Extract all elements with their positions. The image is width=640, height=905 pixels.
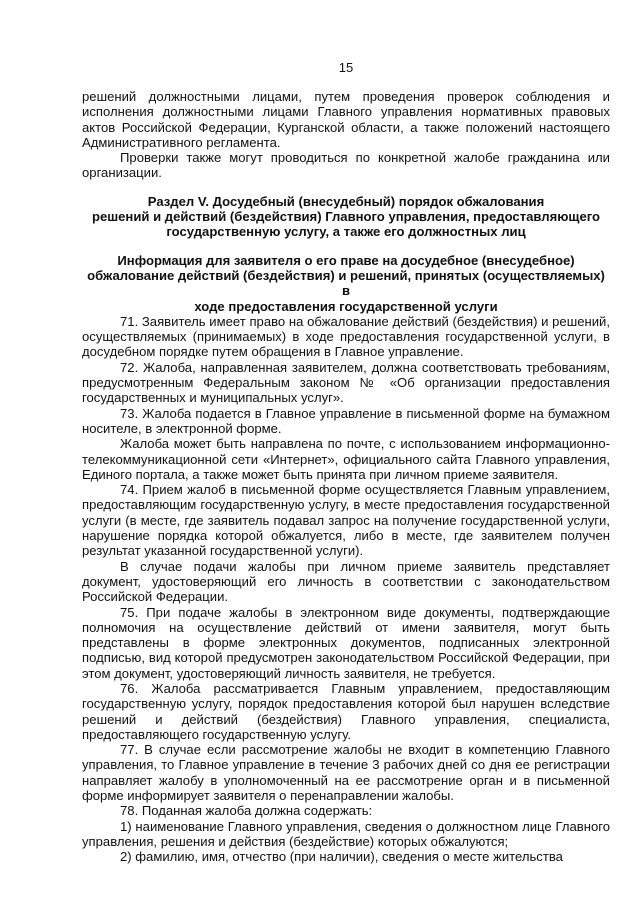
paragraph-75: 75. При подаче жалобы в электронном виде документы, подтверждающие полномочия на осуществление действий от имени заявителя, могут быть представлены в форме электронных документов, подписанных электронной подписью, вид которой предусмотрен законодательством Российской Федерации, при этом документ, удостоверяющий личность заявителя, не требуется. [82, 604, 610, 681]
section-title-line: государственную услугу, а также его должностных лиц [166, 224, 526, 240]
subsection-title-line: ходе предоставления государственной услуги [194, 298, 498, 314]
paragraph-73: 73. Жалоба подается в Главное управление в письменной форме на бумажном носителе, в электронной форме. [82, 405, 610, 436]
section-title-line: Раздел V. Досудебный (внесудебный) порядок обжалования [147, 193, 545, 209]
section-title-line: решений и действий (бездействия) Главного управления, предоставляющего [91, 209, 601, 225]
paragraph-inspections: Проверки также могут проводиться по конкретной жалобе гражданина или организации. [82, 150, 610, 181]
paragraph-72: 72. Жалоба, направленная заявителем, должна соответствовать требованиям, предусмотренным Федеральным законом № «Об организации предоставления государственных и муниципальных услуг». [82, 359, 610, 406]
paragraph-78-item-2: 2) фамилию, имя, отчество (при наличии), сведения о месте жительства [120, 849, 563, 865]
paragraph-78: 78. Поданная жалоба должна содержать: [120, 803, 373, 819]
paragraph-74-personal: В случае подачи жалобы при личном приеме заявитель представляет документ, удостоверяющий его личность в соответствии с законодательством Российской Федерации. [82, 558, 610, 605]
section-title [82, 194, 610, 240]
paragraph-77: 77. В случае если рассмотрение жалобы не входит в компетенцию Главного управления, то Главное управление в течение 3 рабочих дней со дня ее регистрации направляет жалобу в уполномоченный на ее рассмотрение орган и в письменной форме информирует заявителя о перенаправлении жалобы. [82, 742, 610, 804]
paragraph-74: 74. Прием жалоб в письменной форме осуществляется Главным управлением, предоставляющим государственную услугу, в месте предоставления государственной услуги (в месте, где заявитель подавал запрос на получение государственной услуги, нарушение порядка которой обжалуется, либо в месте, где заявителем получен результат указанной государственной услуги). [82, 482, 610, 559]
subsection-title-line: обжалование действий (бездействия) и решений, принятых (осуществляемых) в [87, 267, 605, 299]
paragraph-78-item-1: 1) наименование Главного управления, сведения о должностном лице Главного управления, решения и действия (бездействие) которых обжалуются; [82, 818, 610, 849]
paragraph-continuation: решений должностными лицами, путем проведения проверок соблюдения и исполнения должностными лицами Главного управления нормативных правовых актов Российской Федерации, Курганской области, а также положений настоящего Административного регламента. [82, 89, 610, 150]
subsection-title [82, 253, 610, 314]
paragraph-73-channels: Жалоба может быть направлена по почте, с использованием информационно-телекоммуникационной сети «Интернет», официального сайта Главного управления, Единого портала, а также может быть принята при личном приеме заявителя. [82, 436, 610, 482]
paragraph-76: 76. Жалоба рассматривается Главным управлением, предоставляющим государственную услугу, порядок предоставления которой был нарушен вследствие решений и действий (бездействия) Главного управления, специалиста, предоставляющего государственную услугу. [82, 680, 610, 742]
paragraph-71: 71. Заявитель имеет право на обжалование действий (бездействия) и решений, осуществляемых (принимаемых) в ходе предоставления государственной услуги, в досудебном порядке путем обращения в Главное управление. [82, 313, 610, 360]
page-number: 15 [338, 60, 354, 75]
subsection-title-line: Информация для заявителя о его праве на досудебное (внесудебное) [117, 252, 575, 268]
